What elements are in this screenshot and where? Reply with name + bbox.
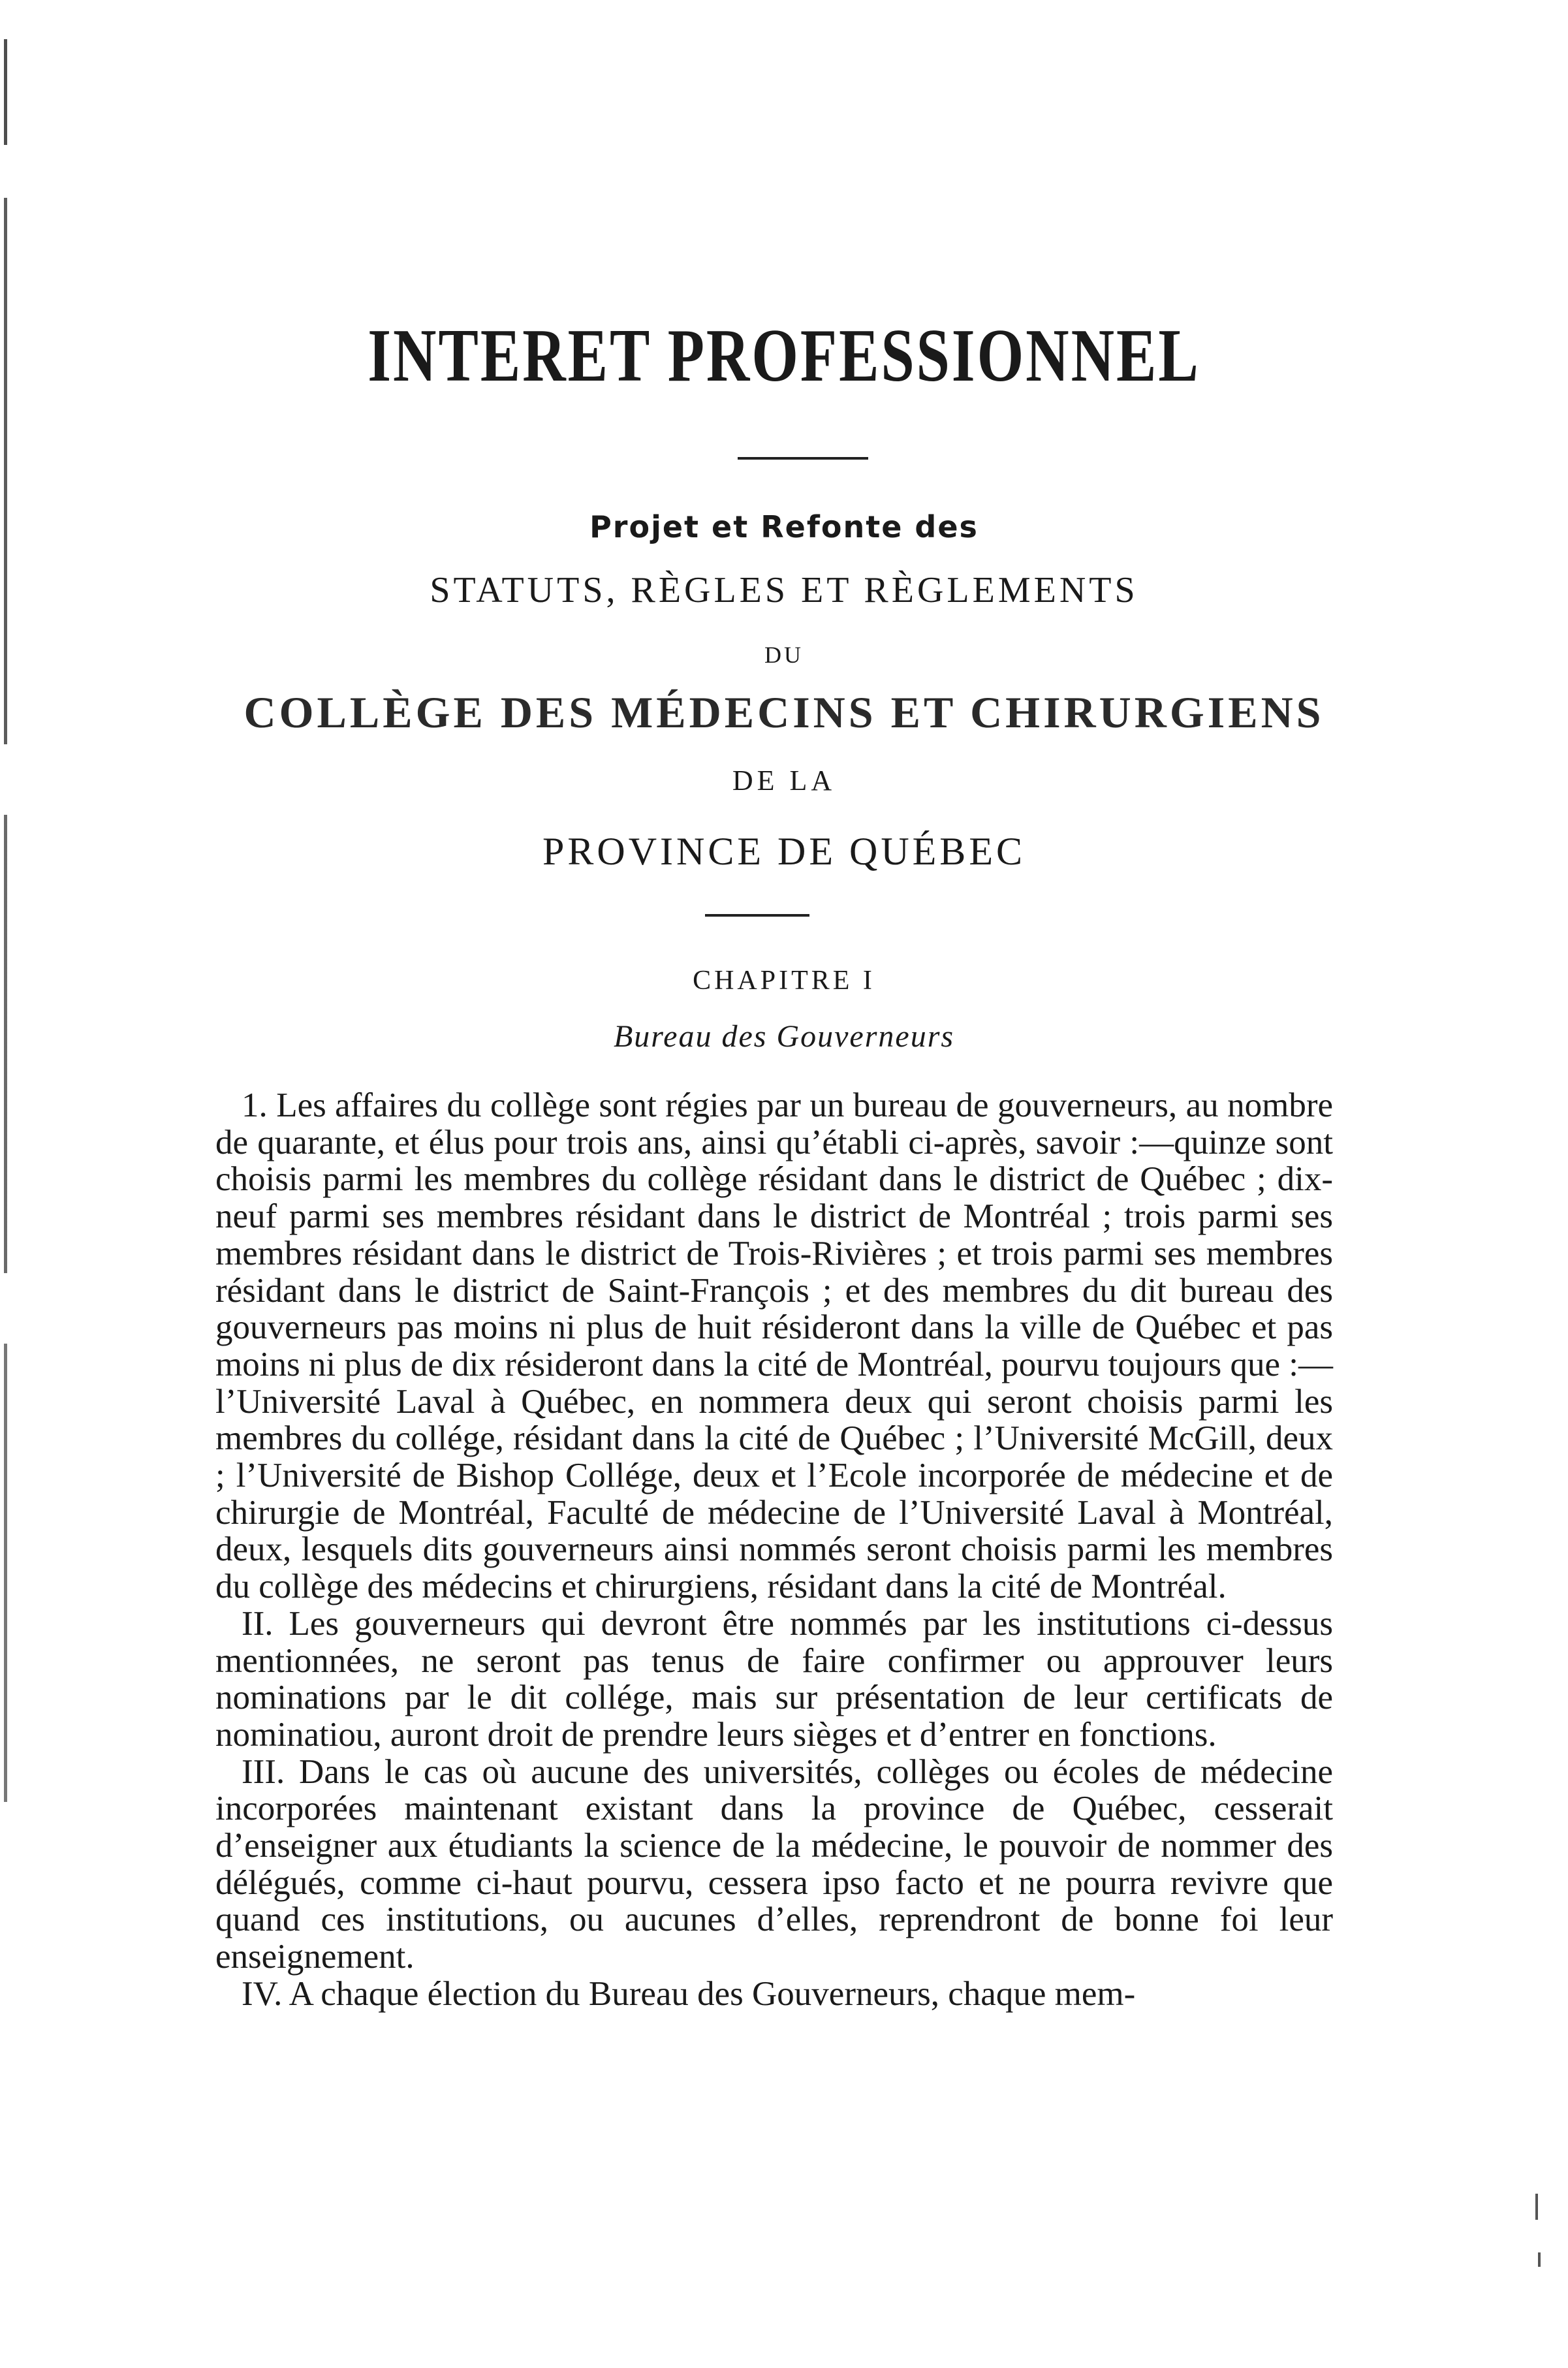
paragraph: III. Dans le cas où aucune des universités, collèges ou écoles de médecine incorporées maintenant existant dans la province de Québec, cesserait d’enseigner aux étudiants la science de la médecine, le pouvoir de nommer des délégués, comme ci-haut pourvu, cessera ipso facto et ne pourra revivre que quand ces institutions, ou aucunes d’elles, reprendront de bonne foi leur enseignement. — [215, 1752, 1333, 1976]
title-rule — [738, 457, 868, 460]
section-heading: Bureau des Gouverneurs — [613, 1019, 955, 1054]
section-rule — [705, 914, 809, 917]
chapter-heading: CHAPITRE I — [693, 966, 875, 996]
subtitle-province: PROVINCE DE QUÉBEC — [542, 830, 1026, 873]
paragraph: 1. Les affaires du collège sont régies par un bureau de gouverneurs, au nombre de quarante, et élus pour trois ans, ainsi qu’établi ci-après, savoir :—quinze sont choisis parmi les membres du collège résidant dans le district de Québec ; dix-neuf parmi ses membres résidant dans le district de Montréal ; trois parmi ses membres résidant dans le district de Trois-Rivières ; et trois parmi ses membres résidant dans le district de Saint-François ; et des membres du dit bureau des gouverneurs pas moins ni plus de huit résideront dans la ville de Québec et pas moins ni plus de dix résideront dans la cité de Montréal, pourvu toujours que :—l’Université Laval à Québec, en nommera deux qui seront choisis parmi les membres du collége, résidant dans la cité de Québec ; l’Université McGill, deux ; l’Université de Bishop Collége, deux et l’Ecole incorporée de médecine et de chirurgie de Montréal, Faculté de médecine de l’Université Laval à Montréal, deux, lesquels dits gouverneurs ainsi nommés seront choisis parmi les membres du collège des médecins et chirurgiens, résidant dans la cité de Montréal. — [215, 1086, 1333, 1606]
scan-edge-line — [4, 39, 7, 1802]
scan-speck — [1535, 2194, 1538, 2220]
paragraph: IV. A chaque élection du Bureau des Gouverneurs, chaque mem- — [242, 1974, 1136, 2013]
subtitle-du: DU — [764, 642, 804, 668]
scan-speck — [1538, 2252, 1541, 2267]
subtitle-projet: Projet et Refonte des — [589, 509, 979, 545]
body-text — [215, 1087, 1333, 2013]
paragraph: II. Les gouverneurs qui devront être nommés par les institutions ci-dessus mentionnées, ne seront pas tenus de faire confirmer ou approuver leurs nominations par le dit collége, mais sur présentation de leur certificats de nominatiou, auront droit de prendre leurs sièges et d’entrer en fonctions. — [215, 1604, 1333, 1754]
subtitle-de-la: DE LA — [732, 765, 836, 797]
subtitle-college: COLLÈGE DES MÉDECINS ET CHIRURGIENS — [243, 687, 1325, 737]
subtitle-statuts: STATUTS, RÈGLES ET RÈGLEMENTS — [430, 570, 1138, 610]
page-title: INTERET PROFESSIONNEL — [368, 313, 1200, 397]
